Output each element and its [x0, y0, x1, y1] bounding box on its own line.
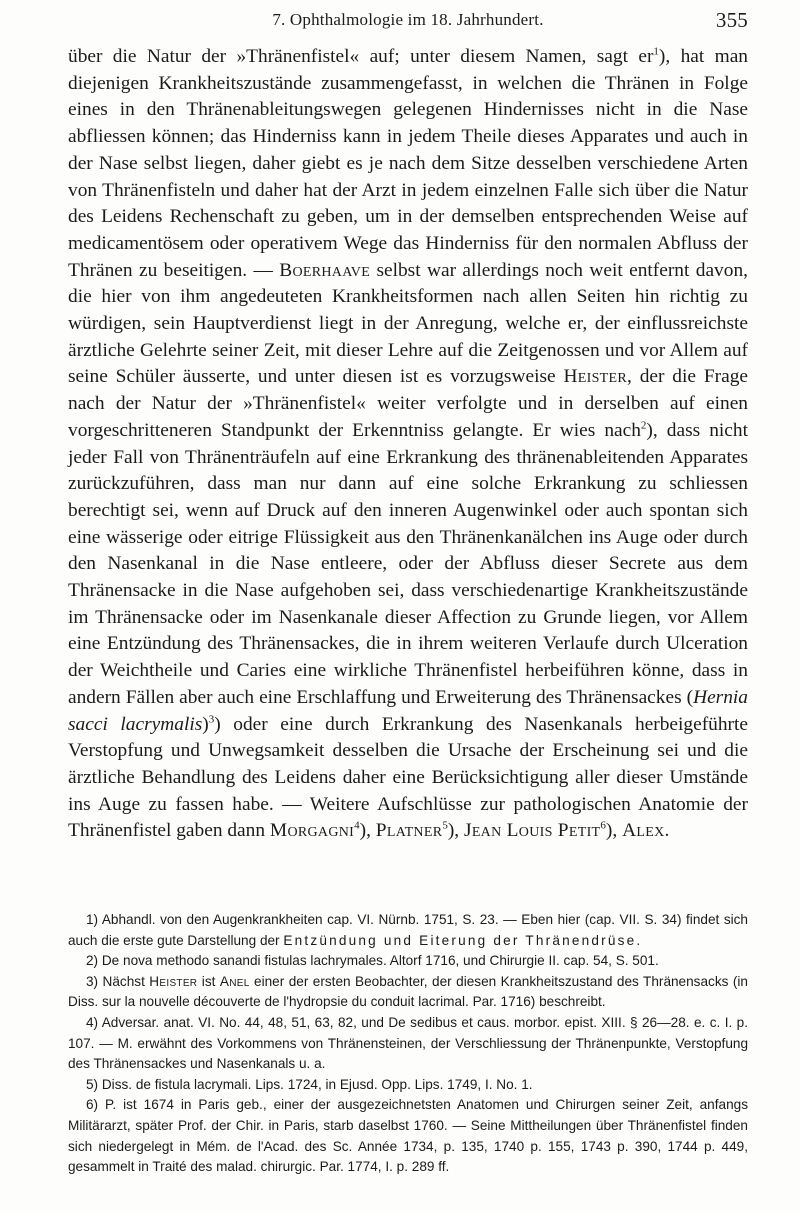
main-text [68, 44, 748, 845]
text-run: . [636, 932, 641, 948]
footnote-ref: 5 [442, 819, 448, 832]
text-run: ) oder eine durch Erkrankung des Nasenkanals herbeigeführte Verstopfung und Unwegsamkeit desselben die Ursache der Erscheinung sei und die ärztliche Behandlung des Leidens daher eine Berücksichtigung aller dieser Umstände ins Auge zu fassen habe. — Weitere Aufschlüsse zur pathologischen Anatomie der Thränenfistel gaben dann [68, 713, 748, 842]
footnote-ref: 1 [653, 45, 659, 58]
body-paragraph [68, 44, 748, 845]
author-name: Jean Louis Petit [463, 820, 601, 842]
author-name: Anel [219, 973, 250, 989]
author-name: Alex. [622, 820, 670, 842]
author-name: Heister [149, 973, 198, 989]
author-name: Boerhaave [279, 259, 371, 281]
footnote-ref: 3 [208, 713, 215, 726]
footnotes [68, 910, 748, 1178]
footnote-ref: 2 [640, 419, 647, 432]
text-run: ), [359, 820, 376, 842]
running-title: 7. Ophthalmologie im 18. Jahrhundert. [272, 10, 544, 29]
text-run: selbst war allerdings noch weit entfernt davon, die hier von ihm angedeuteten Krankheitsformen nach allen Seiten hin richtig zu würdigen, sein Hauptverdienst liegt in der Anregung, welche er, der einflussreichste ärztliche Gelehrte seiner Zeit, mit dieser Lehre auf die Zeitgenossen und vor Allem auf seine Schüler äusserte, und unter diesen ist es vorzugsweise [68, 259, 748, 388]
footnote-5: 5) Diss. de fistula lacrymali. Lips. 1724, in Ejusd. Opp. Lips. 1749, I. No. 1. [86, 1076, 533, 1092]
footnote-3 [68, 972, 748, 1013]
author-name: Morgagni [269, 820, 355, 842]
text-run: , der die Frage nach der Natur der »Thränenfistel« weiter verfolgte und in derselben auf einen vorgeschritteneren Standpunkt der Erkenntniss gelangte. Er wies nach [68, 366, 748, 441]
author-name: Platner [375, 820, 443, 842]
text-run: ), [605, 820, 623, 842]
footnote-ref: 4 [354, 819, 360, 832]
text-run: 3) Nächst [86, 973, 150, 989]
latin-term: Hernia sacci lacrymalis [68, 686, 748, 735]
text-run: über die Natur der »Thränenfistel« auf; unter diesem Namen, sagt er [68, 46, 654, 67]
page-number: 355 [715, 8, 748, 32]
page-header [68, 10, 748, 34]
text-run: ), dass nicht jeder Fall von Thränenträufeln auf eine Erkrankung des thränenableitenden Apparates zurückzuführen, dass man nur dann auf eine solche Erkrankung zu schliessen berechtigt sei, wenn auf Druck auf den inneren Augenwinkel oder auch spontan sich eine wässerige oder eitrige Flüssigkeit aus den Thränenkanälchen ins Auge oder durch den Nasenkanal in die Nase entleere, oder der Abfluss dieser Secrete aus dem Thränensacke in die Nase aufgehoben sei, dass verschiedenartige Krankheitszustände im Thränensacke oder im Nasenkanale dieser Affection zu Grunde liegen, vor Allem eine Entzündung des Thränensackes, die in ihrem weiteren Verlaufe durch Ulceration der Weichtheile und Caries eine wirkliche Thränenfistel herbeiführen könne, dass in andern Fällen aber auch eine Erschlaffung und Erweiterung des Thränensackes ( [68, 419, 748, 708]
footnote-2: 2) De nova methodo sanandi fistulas lachrymales. Altorf 1716, und Chirurgie II. cap. 54, S. 501. [86, 953, 659, 969]
text-run: ), hat man diejenigen Krankheitszustände zusammengefasst, in welchen die Thränen in Folge eines in den Thränenableitungswegen gelegenen Hindernisses nicht in die Nase abfliessen können; das Hinderniss kann in jedem Theile dieses Apparates und auch in der Nase selbst liegen, daher giebt es je nach dem Sitze desselben verschiedene Arten von Thränenfisteln und daher hat der Arzt in jedem einzelnen Falle sich über die Natur des Leidens Rechenschaft zu geben, um in der demselben entsprechenden Weise auf medicamentösem oder operativem Wege das Hinderniss für den normalen Abfluss der Thränen zu beseitigen. — [68, 46, 748, 281]
emphasis-spaced: Entzündung und Eiterung der Thränendrüse [283, 932, 637, 948]
text-run: 1) Abhandl. von den Augenkrankheiten cap. VI. Nürnb. 1751, S. 23. — Eben hier (cap. VII. S. 34) findet sich auch die erste gute Darstellung der [68, 912, 748, 948]
footnote-ref: 6 [600, 819, 606, 832]
text-run: einer der ersten Beobachter, der diesen Krankheitszustand des Thränensacks (in Diss. sur la nouvelle découverte de l'hydropsie du conduit lacrimal. Par. 1716) beschreibt. [68, 973, 748, 1010]
text-run: ) [202, 713, 209, 735]
footnote-4: 4) Adversar. anat. VI. No. 44, 48, 51, 63, 82, und De sedibus et caus. morbor. epist. XIII. § 26—28. e. c. I. p. 107. — M. erwähnt des Vorkommens von Thränensteinen, der Verschliessung der Thränenpunkte, Verstopfung des Thränensackes und Nasenkanals u. a. [68, 1014, 748, 1072]
footnote-6: 6) P. ist 1674 in Paris geb., einer der ausgezeichnetsten Anatomen und Chirurgen seiner Zeit, anfangs Militärarzt, später Prof. der Chir. in Paris, starb daselbst 1760. — Seine Mittheilungen über Thränenfistel finden sich niedergelegt in Mém. de l'Acad. des Sc. Année 1734, p. 135, 1740 p. 155, 1743 p. 390, 1744 p. 449, gesammelt in Traité des malad. chirurgic. Par. 1774, I. p. 289 ff. [68, 1097, 748, 1175]
author-name: Heister [563, 366, 628, 388]
footnote-1 [68, 910, 748, 951]
text-run: ), [447, 820, 464, 842]
text-run: ist [197, 973, 220, 989]
